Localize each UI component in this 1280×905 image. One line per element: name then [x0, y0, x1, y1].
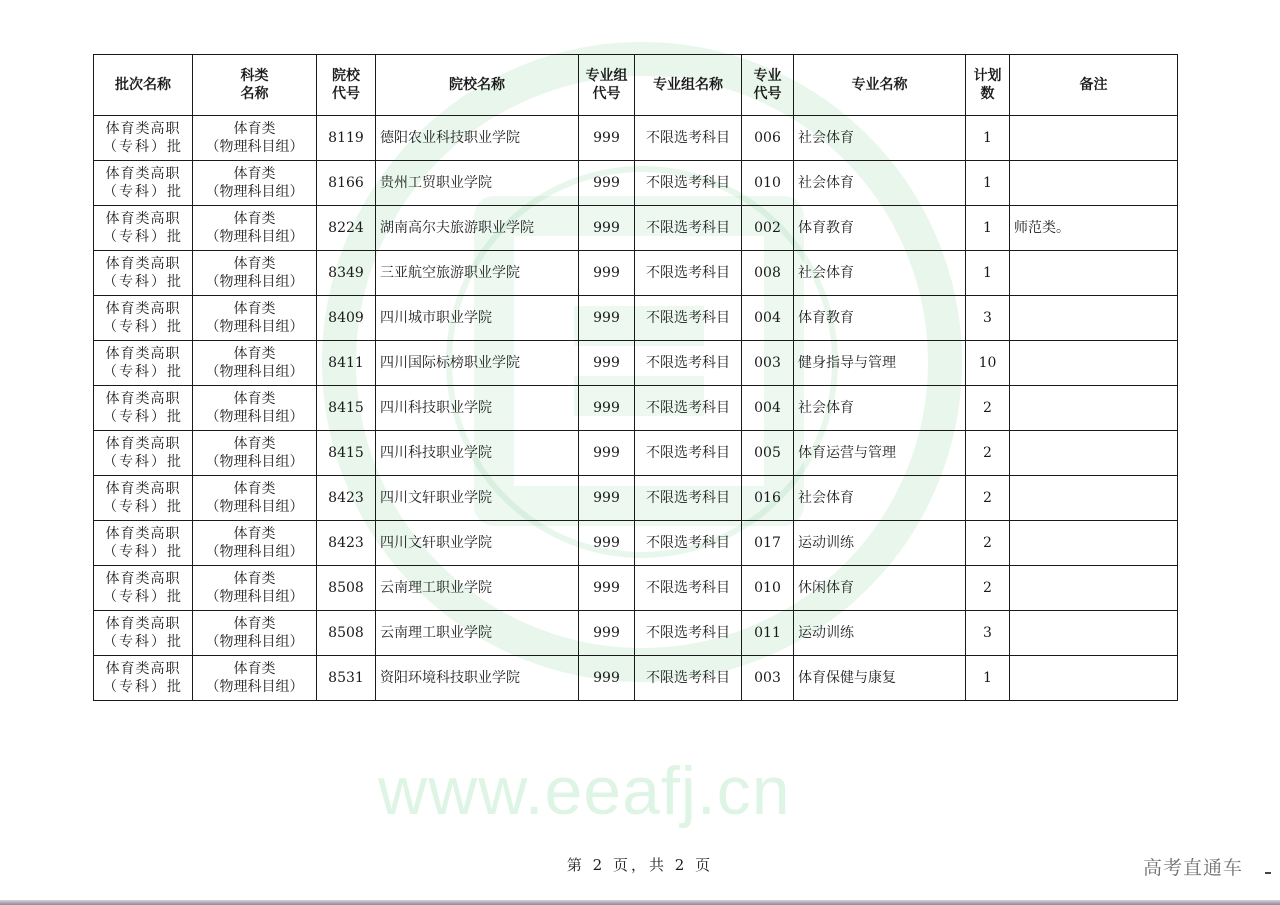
cell-batch-line2: （专科）批 — [103, 454, 183, 470]
header-school-code — [317, 55, 376, 116]
cell-batch-line2: （专科）批 — [103, 139, 183, 155]
cell-major-name: 体育教育 — [794, 296, 966, 341]
table-row — [94, 206, 1178, 251]
cell-group-code: 999 — [579, 386, 635, 431]
cell-category — [193, 116, 317, 161]
cell-school-code: 8423 — [317, 521, 376, 566]
cell-school-name: 四川国际标榜职业学院 — [376, 341, 579, 386]
cell-batch-line2: （专科）批 — [103, 229, 183, 245]
cell-category — [193, 566, 317, 611]
header-label: 院校名称 — [449, 77, 505, 93]
cell-school-name: 湖南高尔夫旅游职业学院 — [376, 206, 579, 251]
cell-remarks — [1010, 566, 1178, 611]
header-label: 专业 — [753, 68, 782, 84]
cell-category-line1: 体育类 — [233, 211, 276, 227]
cell-plan-count: 1 — [966, 656, 1010, 701]
cell-group-name: 不限选考科目 — [635, 521, 742, 566]
cell-remarks — [1010, 161, 1178, 206]
brand-label: 高考直通车 — [1143, 857, 1244, 879]
cell-group-name: 不限选考科目 — [635, 161, 742, 206]
cell-category-line1: 体育类 — [233, 256, 276, 272]
cell-batch — [94, 206, 193, 251]
cell-batch-line2: （专科）批 — [103, 499, 183, 515]
cell-group-name: 不限选考科目 — [635, 341, 742, 386]
cell-batch — [94, 296, 193, 341]
table-row — [94, 251, 1178, 296]
cell-major-code: 010 — [742, 566, 794, 611]
table-row — [94, 611, 1178, 656]
cell-major-code: 003 — [742, 656, 794, 701]
cell-plan-count: 2 — [966, 476, 1010, 521]
cell-group-code: 999 — [579, 206, 635, 251]
cell-category-line2: （物理科目组） — [205, 634, 304, 650]
cell-batch-line1: 体育类高职 — [105, 526, 181, 542]
cell-batch-line2: （专科）批 — [103, 319, 183, 335]
header-label: 专业名称 — [851, 77, 908, 93]
cell-school-name: 资阳环境科技职业学院 — [376, 656, 579, 701]
cell-major-name: 运动训练 — [794, 611, 966, 656]
cell-category — [193, 521, 317, 566]
cell-major-name: 体育教育 — [794, 206, 966, 251]
cell-category — [193, 386, 317, 431]
cell-batch-line2: （专科）批 — [103, 409, 183, 425]
cell-school-code: 8411 — [317, 341, 376, 386]
cell-batch-line2: （专科）批 — [103, 634, 183, 650]
table-row — [94, 476, 1178, 521]
cell-plan-count: 1 — [966, 161, 1010, 206]
cell-category — [193, 656, 317, 701]
header-major-code — [742, 55, 794, 116]
cell-batch — [94, 386, 193, 431]
cell-category-line2: （物理科目组） — [205, 454, 304, 470]
cell-category-line2: （物理科目组） — [205, 184, 304, 200]
cell-remarks — [1010, 296, 1178, 341]
scan-mark — [1265, 872, 1271, 874]
cell-batch-line1: 体育类高职 — [105, 211, 181, 227]
cell-category-line2: （物理科目组） — [205, 544, 304, 560]
cell-group-name: 不限选考科目 — [635, 251, 742, 296]
cell-batch-line1: 体育类高职 — [105, 301, 181, 317]
cell-major-name: 休闲体育 — [794, 566, 966, 611]
header-label: 专业组 — [585, 68, 628, 84]
cell-plan-count: 2 — [966, 431, 1010, 476]
cell-batch-line1: 体育类高职 — [105, 121, 181, 137]
cell-batch — [94, 611, 193, 656]
table-row — [94, 521, 1178, 566]
cell-batch-line2: （专科）批 — [103, 274, 183, 290]
cell-group-code: 999 — [579, 116, 635, 161]
cell-group-name: 不限选考科目 — [635, 431, 742, 476]
cell-major-name: 体育保健与康复 — [794, 656, 966, 701]
cell-category-line2: （物理科目组） — [205, 139, 304, 155]
cell-remarks — [1010, 656, 1178, 701]
header-label: 名称 — [240, 86, 269, 102]
cell-remarks — [1010, 386, 1178, 431]
cell-group-code: 999 — [579, 341, 635, 386]
cell-remarks — [1010, 251, 1178, 296]
cell-category — [193, 296, 317, 341]
table-row — [94, 161, 1178, 206]
cell-category-line2: （物理科目组） — [205, 229, 304, 245]
cell-major-code: 016 — [742, 476, 794, 521]
cell-group-name: 不限选考科目 — [635, 296, 742, 341]
header-school-name — [376, 55, 579, 116]
header-label: 院校 — [332, 68, 360, 84]
header-label: 计划 — [973, 68, 1002, 84]
cell-batch — [94, 116, 193, 161]
cell-school-name: 四川科技职业学院 — [376, 386, 579, 431]
cell-group-name: 不限选考科目 — [635, 116, 742, 161]
cell-plan-count: 3 — [966, 611, 1010, 656]
cell-school-name: 四川文轩职业学院 — [376, 521, 579, 566]
cell-category-line2: （物理科目组） — [205, 274, 304, 290]
cell-category-line2: （物理科目组） — [205, 319, 304, 335]
cell-major-code: 005 — [742, 431, 794, 476]
cell-group-code: 999 — [579, 431, 635, 476]
cell-group-name: 不限选考科目 — [635, 656, 742, 701]
cell-school-code: 8415 — [317, 386, 376, 431]
cell-category-line2: （物理科目组） — [205, 409, 304, 425]
table-row — [94, 566, 1178, 611]
header-plan-count — [966, 55, 1010, 116]
cell-batch — [94, 656, 193, 701]
cell-major-name: 运动训练 — [794, 521, 966, 566]
table-header-row — [94, 55, 1178, 116]
cell-school-code: 8423 — [317, 476, 376, 521]
cell-batch — [94, 251, 193, 296]
cell-remarks — [1010, 521, 1178, 566]
cell-group-name: 不限选考科目 — [635, 611, 742, 656]
cell-category — [193, 251, 317, 296]
header-group-code — [579, 55, 635, 116]
cell-remarks — [1010, 431, 1178, 476]
cell-school-name: 四川科技职业学院 — [376, 431, 579, 476]
table-row — [94, 296, 1178, 341]
table-row — [94, 431, 1178, 476]
cell-major-code: 004 — [742, 296, 794, 341]
cell-major-name: 社会体育 — [794, 251, 966, 296]
cell-remarks: 师范类。 — [1010, 206, 1178, 251]
cell-category-line1: 体育类 — [233, 571, 276, 587]
cell-plan-count: 2 — [966, 521, 1010, 566]
cell-major-code: 004 — [742, 386, 794, 431]
cell-major-code: 008 — [742, 251, 794, 296]
header-remarks — [1010, 55, 1178, 116]
cell-batch-line1: 体育类高职 — [105, 571, 181, 587]
cell-major-code: 011 — [742, 611, 794, 656]
cell-group-name: 不限选考科目 — [635, 206, 742, 251]
cell-plan-count: 10 — [966, 341, 1010, 386]
cell-school-code: 8349 — [317, 251, 376, 296]
cell-batch-line2: （专科）批 — [103, 184, 183, 200]
cell-plan-count: 1 — [966, 251, 1010, 296]
cell-batch — [94, 521, 193, 566]
cell-batch — [94, 566, 193, 611]
cell-group-name: 不限选考科目 — [635, 476, 742, 521]
cell-plan-count: 1 — [966, 206, 1010, 251]
cell-remarks — [1010, 341, 1178, 386]
cell-batch-line1: 体育类高职 — [105, 436, 181, 452]
cell-batch-line1: 体育类高职 — [105, 391, 181, 407]
cell-category-line2: （物理科目组） — [205, 364, 304, 380]
cell-batch — [94, 341, 193, 386]
cell-category-line1: 体育类 — [233, 526, 276, 542]
cell-plan-count: 1 — [966, 116, 1010, 161]
cell-major-name: 社会体育 — [794, 386, 966, 431]
table-row — [94, 656, 1178, 701]
cell-remarks — [1010, 611, 1178, 656]
cell-category-line1: 体育类 — [233, 346, 276, 362]
cell-group-name: 不限选考科目 — [635, 386, 742, 431]
cell-school-code: 8508 — [317, 566, 376, 611]
cell-category-line2: （物理科目组） — [205, 589, 304, 605]
cell-category — [193, 431, 317, 476]
cell-school-code: 8166 — [317, 161, 376, 206]
table-row — [94, 341, 1178, 386]
table-body — [94, 116, 1178, 701]
cell-group-code: 999 — [579, 251, 635, 296]
cell-batch-line2: （专科）批 — [103, 364, 183, 380]
cell-category — [193, 611, 317, 656]
cell-group-code: 999 — [579, 656, 635, 701]
cell-batch — [94, 476, 193, 521]
cell-remarks — [1010, 476, 1178, 521]
header-batch — [94, 55, 193, 116]
header-label: 代号 — [592, 86, 621, 102]
cell-school-name: 四川文轩职业学院 — [376, 476, 579, 521]
cell-group-code: 999 — [579, 161, 635, 206]
cell-batch-line2: （专科）批 — [103, 589, 183, 605]
watermark-url: www.eeafj.cn — [378, 753, 791, 829]
cell-remarks — [1010, 116, 1178, 161]
header-major-name — [794, 55, 966, 116]
cell-plan-count: 2 — [966, 386, 1010, 431]
header-label: 科类 — [240, 68, 269, 84]
header-label: 代号 — [753, 86, 782, 102]
cell-category-line2: （物理科目组） — [205, 499, 304, 515]
cell-school-code: 8224 — [317, 206, 376, 251]
cell-category-line1: 体育类 — [233, 121, 276, 137]
cell-batch-line1: 体育类高职 — [105, 256, 181, 272]
header-label: 批次名称 — [115, 77, 171, 93]
cell-school-name: 三亚航空旅游职业学院 — [376, 251, 579, 296]
cell-major-code: 010 — [742, 161, 794, 206]
cell-major-code: 006 — [742, 116, 794, 161]
cell-school-name: 云南理工职业学院 — [376, 611, 579, 656]
cell-category-line1: 体育类 — [233, 391, 276, 407]
cell-school-code: 8119 — [317, 116, 376, 161]
table-row — [94, 116, 1178, 161]
cell-batch-line2: （专科）批 — [103, 544, 183, 560]
page-indicator: 第 2 页，共 2 页 — [566, 856, 714, 874]
cell-category — [193, 476, 317, 521]
cell-plan-count: 2 — [966, 566, 1010, 611]
cell-school-name: 贵州工贸职业学院 — [376, 161, 579, 206]
cell-category-line1: 体育类 — [233, 301, 276, 317]
cell-category-line2: （物理科目组） — [205, 679, 304, 695]
cell-major-name: 社会体育 — [794, 161, 966, 206]
cell-school-name: 四川城市职业学院 — [376, 296, 579, 341]
cell-major-name: 社会体育 — [794, 116, 966, 161]
cell-major-code: 017 — [742, 521, 794, 566]
header-label: 专业组名称 — [653, 77, 723, 93]
header-group-name — [635, 55, 742, 116]
header-label: 数 — [980, 86, 995, 102]
cell-school-code: 8415 — [317, 431, 376, 476]
cell-batch-line1: 体育类高职 — [105, 346, 181, 362]
cell-category-line1: 体育类 — [233, 661, 276, 677]
cell-group-code: 999 — [579, 611, 635, 656]
cell-category-line1: 体育类 — [233, 436, 276, 452]
header-label: 代号 — [332, 86, 360, 102]
cell-major-name: 体育运营与管理 — [794, 431, 966, 476]
cell-school-code: 8409 — [317, 296, 376, 341]
cell-school-name: 云南理工职业学院 — [376, 566, 579, 611]
cell-category — [193, 206, 317, 251]
header-category — [193, 55, 317, 116]
cell-batch-line1: 体育类高职 — [105, 661, 181, 677]
cell-group-name: 不限选考科目 — [635, 566, 742, 611]
cell-batch-line1: 体育类高职 — [105, 481, 181, 497]
cell-major-code: 003 — [742, 341, 794, 386]
cell-batch-line1: 体育类高职 — [105, 166, 181, 182]
cell-school-code: 8508 — [317, 611, 376, 656]
cell-category — [193, 341, 317, 386]
cell-major-code: 002 — [742, 206, 794, 251]
cell-batch — [94, 431, 193, 476]
cell-category-line1: 体育类 — [233, 616, 276, 632]
header-label: 备注 — [1079, 77, 1108, 93]
cell-batch-line2: （专科）批 — [103, 679, 183, 695]
cell-category — [193, 161, 317, 206]
cell-school-name: 德阳农业科技职业学院 — [376, 116, 579, 161]
cell-major-name: 社会体育 — [794, 476, 966, 521]
table-row — [94, 386, 1178, 431]
scan-bottom-edge — [0, 900, 1280, 905]
enrollment-plan-table — [93, 54, 1178, 701]
cell-school-code: 8531 — [317, 656, 376, 701]
cell-batch-line1: 体育类高职 — [105, 616, 181, 632]
cell-group-code: 999 — [579, 566, 635, 611]
cell-category-line1: 体育类 — [233, 481, 276, 497]
cell-plan-count: 3 — [966, 296, 1010, 341]
cell-group-code: 999 — [579, 476, 635, 521]
cell-major-name: 健身指导与管理 — [794, 341, 966, 386]
cell-group-code: 999 — [579, 521, 635, 566]
cell-group-code: 999 — [579, 296, 635, 341]
cell-category-line1: 体育类 — [233, 166, 276, 182]
cell-batch — [94, 161, 193, 206]
